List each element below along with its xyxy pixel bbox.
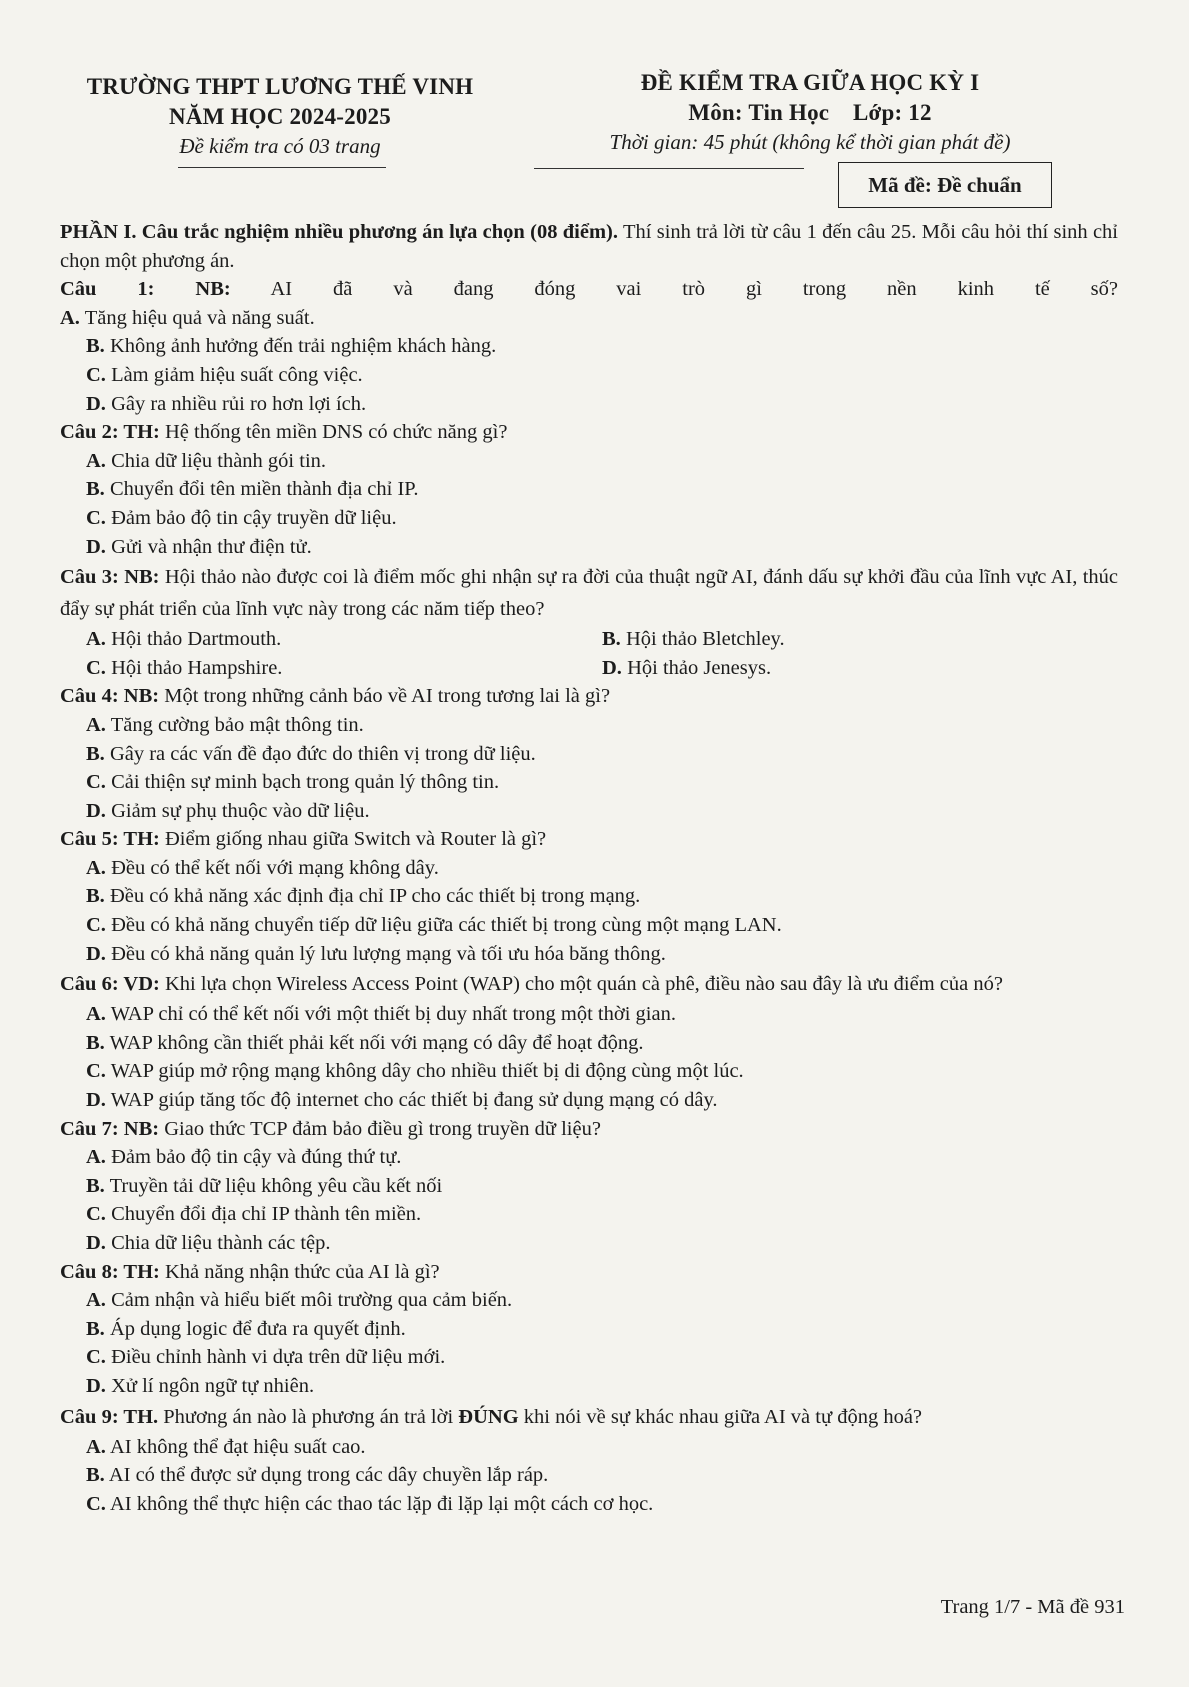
options-row-1 (60, 625, 1118, 654)
section-instructions (60, 218, 1118, 275)
question-text: Hệ thống tên miền DNS có chức năng gì? (159, 421, 508, 444)
school-header (60, 72, 500, 160)
question-text-pre: Phương án nào là phương án trả lời (158, 1405, 459, 1428)
option-a[interactable]: A. AI không thể đạt hiệu suất cao. (86, 1435, 366, 1458)
option-c[interactable]: C. Cải thiện sự minh bạch trong quản lý thông tin. (86, 771, 500, 794)
question-2 (60, 418, 1118, 447)
option-d[interactable]: D. WAP giúp tăng tốc độ internet cho các thiết bị đang sử dụng mạng có dây. (86, 1089, 718, 1112)
question-label: Câu 1: NB: (60, 278, 231, 301)
option-a[interactable]: A. Hội thảo Dartmouth. (86, 628, 282, 651)
question-5 (60, 825, 1118, 854)
question-text-post: khi nói về sự khác nhau giữa AI và tự động hoá? (518, 1405, 923, 1428)
time-line: Thời gian: 45 phút (không kể thời gian phát đề) (609, 130, 1011, 154)
question-3 (60, 561, 1118, 625)
option-c[interactable]: C. AI không thể thực hiện các thao tác lặp đi lặp lại một cách cơ học. (86, 1492, 654, 1515)
option-b[interactable]: B. Không ảnh hưởng đến trải nghiệm khách hàng. (86, 335, 497, 358)
option-a[interactable]: A. Đảm bảo độ tin cậy và đúng thứ tự. (86, 1146, 402, 1169)
option-b[interactable]: B. Đều có khả năng xác định địa chỉ IP cho các thiết bị trong mạng. (86, 885, 641, 908)
exam-title: ĐỀ KIỂM TRA GIỮA HỌC KỲ I (640, 70, 980, 95)
pages-note: Đề kiểm tra có 03 trang (179, 134, 381, 158)
question-label: Câu 5: TH: (60, 828, 160, 851)
question-text: Khi lựa chọn Wireless Access Point (WAP) cho một quán cà phê, điều nào sau đây là ưu điểm của nó? (159, 973, 1003, 996)
option-b[interactable]: B. Chuyển đổi tên miền thành địa chỉ IP. (86, 478, 419, 501)
question-text: Hội thảo nào được coi là điểm mốc ghi nhận sự ra đời của thuật ngữ AI, đánh dấu sự khởi đầu của lĩnh vực AI, thúc đẩy sự phát triển của lĩnh vực này trong các năm tiếp theo? (60, 566, 1118, 621)
subject-line: Môn: Tin Học Lớp: 12 (688, 100, 932, 125)
option-b[interactable]: B. WAP không cần thiết phải kết nối với mạng có dây để hoạt động. (86, 1031, 644, 1054)
option-a[interactable]: A. Chia dữ liệu thành gói tin. (86, 449, 327, 472)
question-6 (60, 968, 1118, 1000)
option-d[interactable]: D. Xử lí ngôn ngữ tự nhiên. (86, 1374, 315, 1397)
option-c[interactable]: C. WAP giúp mở rộng mạng không dây cho nhiều thiết bị di động cùng một lúc. (86, 1060, 744, 1083)
question-label: Câu 2: TH: (60, 421, 160, 444)
option-c[interactable]: C. Điều chỉnh hành vi dựa trên dữ liệu mới. (86, 1346, 446, 1369)
question-7 (60, 1115, 1118, 1144)
header-right-underline (534, 168, 804, 169)
option-a[interactable]: A. WAP chỉ có thể kết nối với một thiết bị duy nhất trong một thời gian. (86, 1003, 676, 1026)
option-a[interactable]: A. Tăng hiệu quả và năng suất. (60, 306, 315, 329)
question-text: Một trong những cảnh báo về AI trong tương lai là gì? (159, 685, 611, 708)
question-label: Câu 7: NB: (60, 1117, 160, 1140)
question-label: Câu 4: NB: (60, 685, 160, 708)
question-text: Điểm giống nhau giữa Switch và Router là gì? (159, 828, 547, 851)
page-footer: Trang 1/7 - Mã đề 931 (940, 1596, 1125, 1618)
exam-header (560, 68, 1060, 156)
question-8 (60, 1258, 1118, 1287)
section-title: PHẦN I. Câu trắc nghiệm nhiều phương án lựa chọn (08 điểm). (60, 221, 618, 243)
option-c[interactable]: C. Chuyển đổi địa chỉ IP thành tên miền. (86, 1203, 422, 1226)
exam-code-box: Mã đề: Đề chuẩn (838, 162, 1052, 208)
option-c[interactable]: C. Hội thảo Hampshire. (86, 656, 283, 679)
option-b[interactable]: B. Áp dụng logic để đưa ra quyết định. (86, 1317, 406, 1340)
option-b[interactable]: B. Gây ra các vấn đề đạo đức do thiên vị trong dữ liệu. (86, 742, 536, 765)
option-d[interactable]: D. Gây ra nhiều rủi ro hơn lợi ích. (86, 392, 367, 415)
option-a[interactable]: A. Đều có thể kết nối với mạng không dây. (86, 856, 439, 879)
school-name: TRƯỜNG THPT LƯƠNG THẾ VINH (86, 74, 474, 99)
exam-content (60, 218, 1118, 1518)
question-4 (60, 682, 1118, 711)
header-left-underline (178, 167, 386, 168)
question-label: Câu 3: NB: (60, 566, 160, 589)
option-d[interactable]: D. Gửi và nhận thư điện tử. (86, 535, 312, 558)
question-1 (60, 275, 1118, 304)
option-d[interactable]: D. Hội thảo Jenesys. (602, 656, 772, 679)
question-label: Câu 6: VD: (60, 973, 160, 996)
option-a[interactable]: A. Tăng cường bảo mật thông tin. (86, 713, 364, 736)
question-text: AI đã và đang đóng vai trò gì trong nền kinh tế số? (270, 278, 1118, 301)
option-b[interactable]: B. AI có thể được sử dụng trong các dây chuyền lắp ráp. (86, 1464, 549, 1487)
question-label: Câu 9: TH. (60, 1405, 159, 1428)
section-rest: Thí sinh trả lời từ câu 1 đến câu 25. Mỗi câu hỏi thí sinh chỉ chọn một phương án. (60, 221, 1118, 272)
option-d[interactable]: D. Chia dữ liệu thành các tệp. (86, 1232, 331, 1254)
option-a[interactable]: A. Cảm nhận và hiểu biết môi trường qua cảm biến. (86, 1289, 513, 1312)
option-b[interactable]: B. Truyền tải dữ liệu không yêu cầu kết nối (86, 1174, 443, 1197)
question-label: Câu 8: TH: (60, 1260, 160, 1283)
school-year: NĂM HỌC 2024-2025 (169, 104, 391, 129)
question-text-emphasis: ĐÚNG (458, 1405, 519, 1428)
question-text: Giao thức TCP đảm bảo điều gì trong truyền dữ liệu? (159, 1117, 601, 1140)
option-b[interactable]: B. Hội thảo Bletchley. (602, 628, 785, 651)
option-d[interactable]: D. Đều có khả năng quản lý lưu lượng mạng và tối ưu hóa băng thông. (86, 942, 666, 965)
option-c[interactable]: C. Làm giảm hiệu suất công việc. (86, 363, 363, 386)
options-row-2 (60, 654, 1118, 683)
option-c[interactable]: C. Đảm bảo độ tin cậy truyền dữ liệu. (86, 506, 397, 529)
option-c[interactable]: C. Đều có khả năng chuyển tiếp dữ liệu giữa các thiết bị trong cùng một mạng LAN. (86, 914, 782, 937)
question-9 (60, 1401, 1118, 1433)
question-text: Khả năng nhận thức của AI là gì? (159, 1260, 440, 1283)
option-d[interactable]: D. Giảm sự phụ thuộc vào dữ liệu. (86, 799, 370, 822)
